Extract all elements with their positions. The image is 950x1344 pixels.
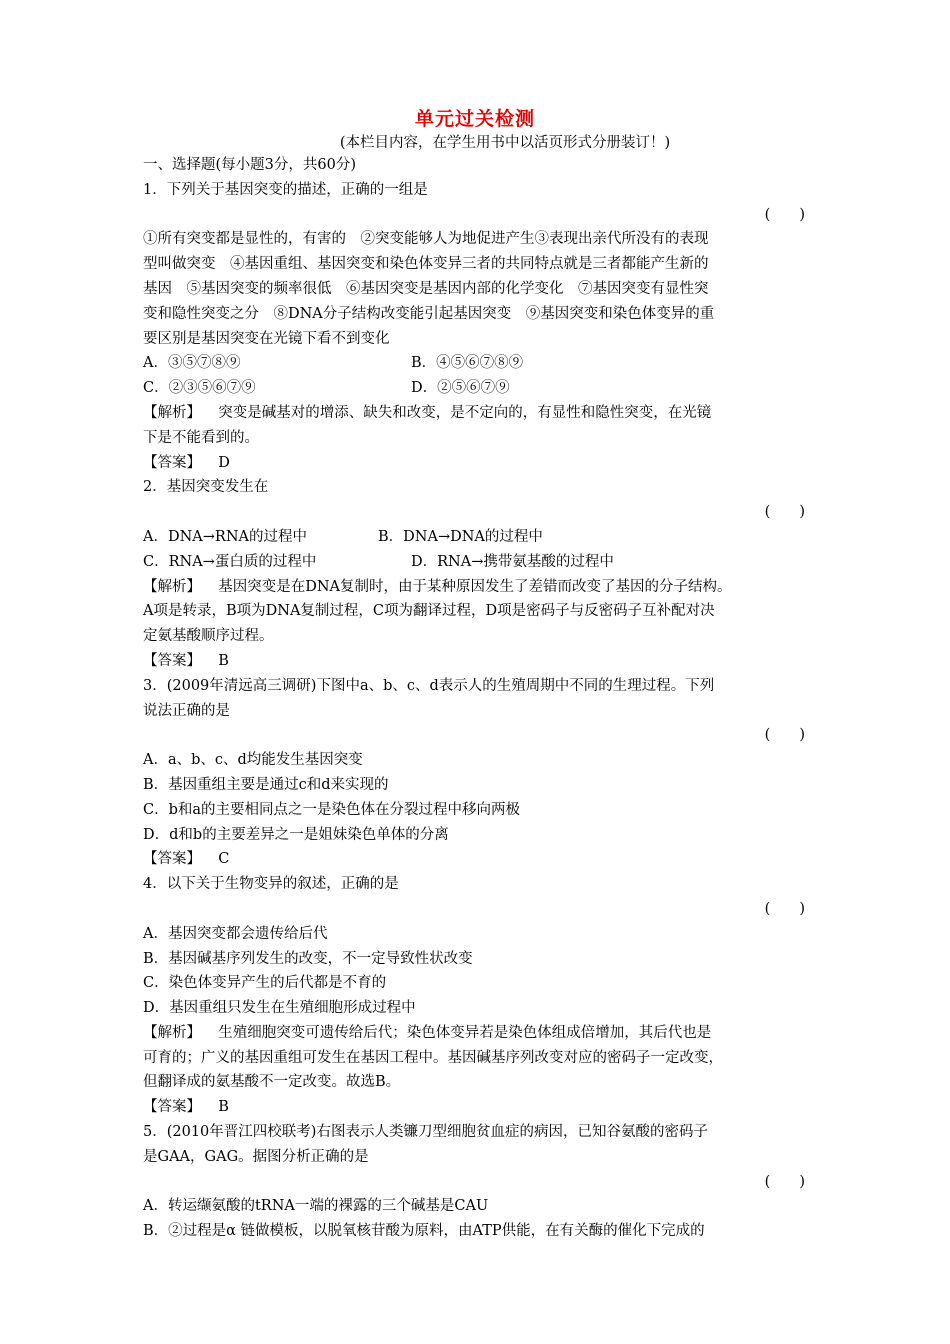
q5-option-a: A．转运缬氨酸的tRNA一端的裸露的三个碱基是CAU: [143, 1198, 489, 1215]
q1-answer-blank: ( ): [764, 206, 805, 223]
q1-analysis-text: 突变是碱基对的增添、缺失和改变，是不定向的，有显性和隐性突变，在光镜: [218, 404, 712, 421]
q4-answer-blank: ( ): [764, 900, 805, 917]
q2-analysis: [143, 575, 813, 600]
q2-option-d: D．RNA→携带氨基酸的过程中: [411, 553, 614, 570]
answer-tag: 【答案】: [143, 1099, 194, 1116]
q4-option-c: C．染色体变异产生的后代都是不育的: [143, 975, 387, 992]
q3-answer: [143, 847, 813, 872]
q1-stem: 1．下列关于基因突变的描述，正确的一组是: [143, 181, 428, 198]
q5-option-b: B．②过程是α 链做模板，以脱氧核苷酸为原料，由ATP供能，在有关酶的催化下完成的: [143, 1223, 705, 1240]
q3-option-c: C．b和a的主要相同点之一是染色体在分裂过程中移向两极: [143, 801, 521, 818]
answer-tag: 【答案】: [143, 652, 194, 669]
q2-options-row: [143, 550, 813, 575]
q1-analysis: [143, 401, 813, 426]
q2-analysis-cont: A项是转录，B项为DNA复制过程，C项为翻译过程，D项是密码子与反密码子互补配对决: [143, 603, 715, 620]
q2-option-b: B．DNA→DNA的过程中: [378, 528, 543, 545]
document-body: [143, 153, 813, 1244]
q1-body-line: ①所有突变都是显性的，有害的 ②突变能够人为地促进产生③表现出亲代所没有的表现: [143, 231, 709, 248]
q5-stem-cont: 是GAA，GAG。据图分析正确的是: [143, 1148, 369, 1165]
q3-answer-blank: ( ): [764, 727, 805, 744]
q4-answer-value: B: [218, 1099, 229, 1116]
q2-analysis-text: 基因突变是在DNA复制时，由于某种原因发生了差错而改变了基因的分子结构。: [218, 578, 732, 595]
q1-answer: [143, 451, 813, 476]
q1-option-b: B．④⑤⑥⑦⑧⑨: [411, 355, 524, 372]
q3-option-a: A．a、b、c、d均能发生基因突变: [143, 752, 363, 769]
q1-option-a: A．③⑤⑦⑧⑨: [143, 355, 241, 372]
q1-options-row: [143, 351, 813, 376]
answer-tag: 【答案】: [143, 851, 194, 868]
q1-body-line: 型叫做突变 ④基因重组、基因突变和染色体变异三者的共同特点就是三者都能产生新的: [143, 256, 709, 273]
analysis-tag: 【解析】: [143, 404, 194, 421]
document-title: 单元过关检测: [414, 108, 535, 130]
q1-option-c: C．②③⑤⑥⑦⑨: [143, 380, 256, 397]
answer-tag: 【答案】: [143, 454, 194, 471]
q1-answer-value: D: [218, 454, 230, 471]
q4-option-b: B．基因碱基序列发生的改变，不一定导致性状改变: [143, 950, 473, 967]
q1-body-line: 要区别是基因突变在光镜下看不到变化: [143, 330, 390, 347]
q3-option-b: B．基因重组主要是通过c和d来实现的: [143, 776, 389, 793]
analysis-tag: 【解析】: [143, 578, 194, 595]
q5-answer-blank: ( ): [764, 1173, 805, 1190]
q4-answer: [143, 1095, 813, 1120]
q4-analysis: [143, 1021, 813, 1046]
section-heading: 一、选择题(每小题3分，共60分): [143, 157, 356, 173]
q1-body-line: 变和隐性突变之分 ⑧DNA分子结构改变能引起基因突变 ⑨基因突变和染色体变异的重: [143, 305, 715, 322]
q4-analysis-cont: 但翻译成的氨基酸不一定改变。故选B。: [143, 1074, 401, 1091]
q4-analysis-text: 生殖细胞突变可遗传给后代；染色体变异若是染色体组成倍增加，其后代也是: [218, 1024, 712, 1041]
q3-stem: 3．(2009年清远高三调研)下图中a、b、c、d表示人的生殖周期中不同的生理过程。下列: [143, 677, 715, 694]
q3-option-d: D．d和b的主要差异之一是姐妹染色单体的分离: [143, 826, 449, 843]
q2-answer-value: B: [218, 652, 229, 669]
q2-stem: 2．基因突变发生在: [143, 479, 269, 496]
q3-answer-value: C: [218, 851, 230, 868]
q1-option-d: D．②⑤⑥⑦⑨: [411, 380, 510, 397]
document-subtitle: (本栏目内容，在学生用书中以活页形式分册装订！): [339, 135, 671, 151]
q4-stem: 4．以下关于生物变异的叙述，正确的是: [143, 876, 399, 893]
q2-option-c: C．RNA→蛋白质的过程中: [143, 553, 317, 570]
q2-options-row: [143, 525, 813, 550]
q4-option-d: D．基因重组只发生在生殖细胞形成过程中: [143, 1000, 416, 1017]
analysis-tag: 【解析】: [143, 1024, 194, 1041]
q4-analysis-cont: 可育的；广义的基因重组可发生在基因工程中。基因碱基序列改变对应的密码子一定改变，: [143, 1049, 723, 1066]
q2-analysis-cont: 定氨基酸顺序过程。: [143, 628, 274, 645]
q2-option-a: A．DNA→RNA的过程中: [143, 528, 307, 545]
q1-analysis-cont: 下是不能看到的。: [143, 429, 259, 446]
q4-option-a: A．基因突变都会遗传给后代: [143, 925, 328, 942]
q2-answer: [143, 649, 813, 674]
q5-stem: 5．(2010年晋江四校联考)右图表示人类镰刀型细胞贫血症的病因，已知谷氨酸的密码子: [143, 1124, 708, 1141]
q1-options-row: [143, 376, 813, 401]
q3-stem-cont: 说法正确的是: [143, 702, 230, 719]
q1-body-line: 基因 ⑤基因突变的频率很低 ⑥基因突变是基因内部的化学变化 ⑦基因突变有显性突: [143, 280, 709, 297]
q2-answer-blank: ( ): [764, 504, 805, 521]
